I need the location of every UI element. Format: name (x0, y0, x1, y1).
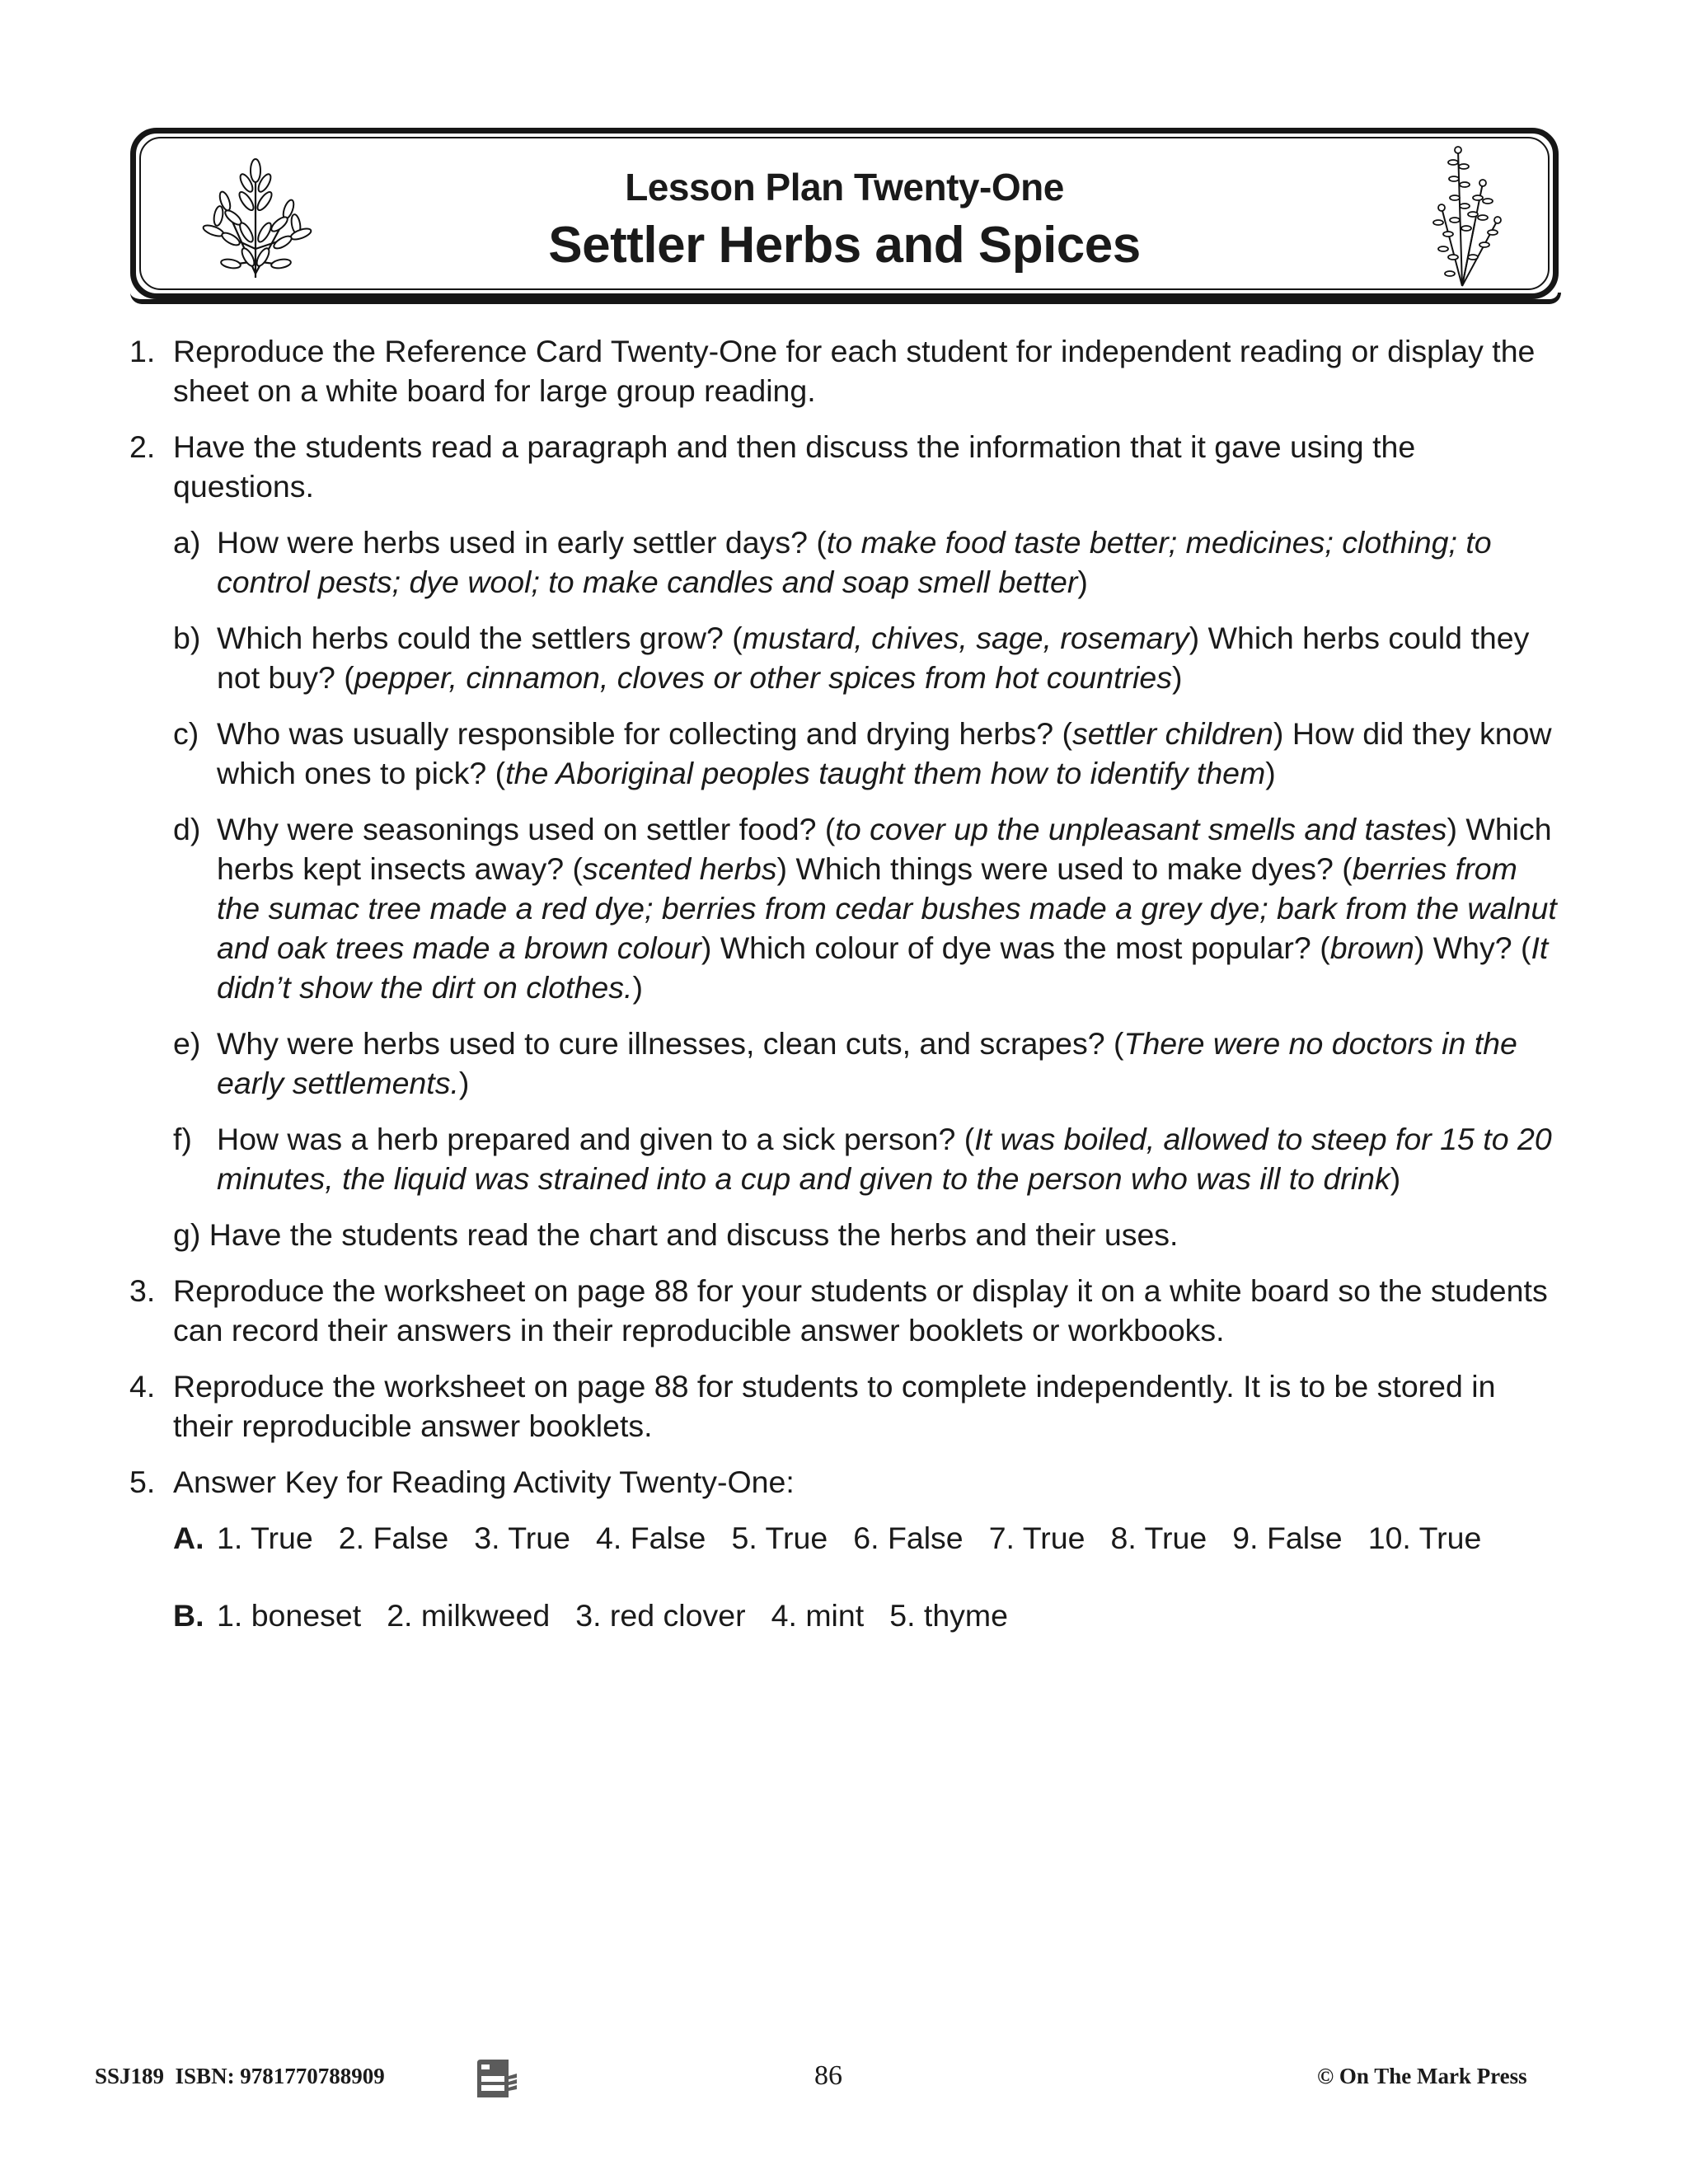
step-number: 4. (129, 1369, 156, 1404)
question-d (129, 809, 1564, 1007)
step-number: 2. (129, 429, 156, 464)
question-text: Who was usually responsible for collecting and drying herbs? ( (217, 716, 1073, 751)
lesson-header-box (130, 128, 1559, 299)
step-5 (129, 1462, 1564, 1502)
question-c (129, 714, 1564, 793)
question-letter: c) (173, 716, 199, 751)
answer-key-entry: 7. True (988, 1521, 1085, 1555)
question-e (129, 1024, 1564, 1103)
step-4 (129, 1366, 1564, 1446)
page-footer (0, 2060, 1688, 2093)
answer-text: brown (1329, 930, 1414, 965)
question-text: Which herbs could the settlers grow? ( (217, 621, 743, 655)
question-letter: b) (173, 621, 201, 655)
question-text: ) (1077, 565, 1088, 599)
question-g: g) Have the students read the chart and discuss the herbs and their uses. (173, 1217, 1179, 1252)
step-text: Reproduce the worksheet on page 88 for your students or display it on a white board so the students can record their answers in their reproducible answer booklets or workbooks. (173, 1273, 1548, 1347)
product-code-isbn: SSJ189 ISBN: 9781770788909 (95, 2064, 385, 2088)
question-text: ) Why? ( (1414, 930, 1531, 965)
answer-key-entry: 2. milkweed (387, 1598, 551, 1633)
answer-text: to make food taste better; medicines; clothing; to control pests; dye wool; to make candles and soap smell better (217, 525, 1492, 599)
step-text: Reproduce the Reference Card Twenty-One for each student for independent reading or display the sheet on a white board for large group reading. (173, 334, 1536, 408)
answer-text: to cover up the unpleasant smells and tastes (835, 812, 1447, 846)
answer-key-entry: 3. red clover (575, 1598, 746, 1633)
answer-key-entry: 2. False (338, 1521, 449, 1555)
question-text: ) Which colour of dye was the most popular? ( (701, 930, 1330, 965)
question-text: ) Which things were used to make dyes? ( (776, 851, 1353, 886)
question-text: ) (632, 970, 643, 1005)
step-text: Answer Key for Reading Activity Twenty-One: (173, 1465, 795, 1499)
answer-key-label: B. (173, 1598, 204, 1633)
step-number: 3. (129, 1273, 156, 1308)
question-letter: d) (173, 812, 201, 846)
step-2 (129, 427, 1564, 506)
answer-text: scented herbs (582, 851, 777, 886)
lesson-plan-label: Lesson Plan Twenty-One (625, 166, 1064, 209)
answer-text: mustard, chives, sage, rosemary (742, 621, 1189, 655)
answer-text: pepper, cinnamon, cloves or other spices from hot countries (354, 660, 1172, 695)
page-title: Settler Herbs and Spices (548, 217, 1141, 274)
printer-icon (474, 2056, 520, 2099)
answer-text: It was boiled, allowed to steep for 15 to 20 minutes, the liquid was strained into a cup and given to the person who was ill to drink (217, 1122, 1552, 1196)
answer-text: It didn’t show the dirt on clothes. (217, 930, 1549, 1005)
step-number: 1. (129, 334, 156, 368)
question-a (129, 523, 1564, 602)
page-number: 86 (814, 2060, 842, 2091)
question-text: Why were herbs used to cure illnesses, clean cuts, and scrapes? ( (217, 1026, 1124, 1061)
question-text: ) Which herbs kept insects away? ( (217, 812, 1552, 886)
answer-key-entry: 3. True (474, 1521, 570, 1555)
step-number: 5. (129, 1465, 156, 1499)
copyright-notice: © On The Mark Press (1317, 2064, 1527, 2088)
question-text: ) (1265, 756, 1276, 790)
answer-key-entry: 1. True (217, 1521, 313, 1555)
answer-key-section-b (129, 1596, 1564, 1635)
answer-key-label: A. (173, 1521, 204, 1555)
answer-key-entry: 4. False (596, 1521, 706, 1555)
answer-key-entry: 10. True (1367, 1521, 1482, 1555)
question-text: ) (1171, 660, 1183, 695)
answer-key-section-a (129, 1518, 1564, 1558)
answer-key-entry: 5. thyme (889, 1598, 1009, 1633)
answer-text: settler children (1072, 716, 1273, 751)
thyme-plant-icon (1425, 142, 1507, 290)
question-text: ) How did they know which ones to pick? ( (217, 716, 1552, 790)
answer-key-entry: 8. True (1110, 1521, 1207, 1555)
question-text: How were herbs used in early settler days? ( (217, 525, 827, 560)
question-letter: a) (173, 525, 201, 560)
answer-key-entry: 9. False (1232, 1521, 1343, 1555)
lesson-steps-list (129, 331, 1564, 1635)
answer-key-entry: 6. False (853, 1521, 964, 1555)
question-text: Why were seasonings used on settler food? ( (217, 812, 836, 846)
question-letter: f) (173, 1122, 192, 1156)
answer-text: There were no doctors in the early settlements. (217, 1026, 1517, 1100)
question-text: ) (1390, 1161, 1401, 1196)
question-letter: e) (173, 1026, 201, 1061)
answer-key-entry: 5. True (731, 1521, 828, 1555)
step-text: Have the students read a paragraph and then discuss the information that it gave using the questions. (173, 429, 1416, 504)
answer-text: berries from the sumac tree made a red dye; berries from cedar bushes made a grey dye; bark from the walnut and oak trees made a brown colour (217, 851, 1557, 965)
question-f (129, 1119, 1564, 1198)
answer-key-entry: 1. boneset (217, 1598, 362, 1633)
question-text: How was a herb prepared and given to a sick person? ( (217, 1122, 975, 1156)
question-text: ) Which herbs could they not buy? ( (217, 621, 1530, 695)
question-b (129, 618, 1564, 697)
step-text: Reproduce the worksheet on page 88 for students to complete independently. It is to be stored in their reproducible answer booklets. (173, 1369, 1496, 1443)
answer-key-entry: 4. mint (771, 1598, 865, 1633)
answer-text: the Aboriginal peoples taught them how to identify them (505, 756, 1266, 790)
question-text: ) (458, 1066, 470, 1100)
step-1 (129, 331, 1564, 410)
step-3 (129, 1271, 1564, 1350)
